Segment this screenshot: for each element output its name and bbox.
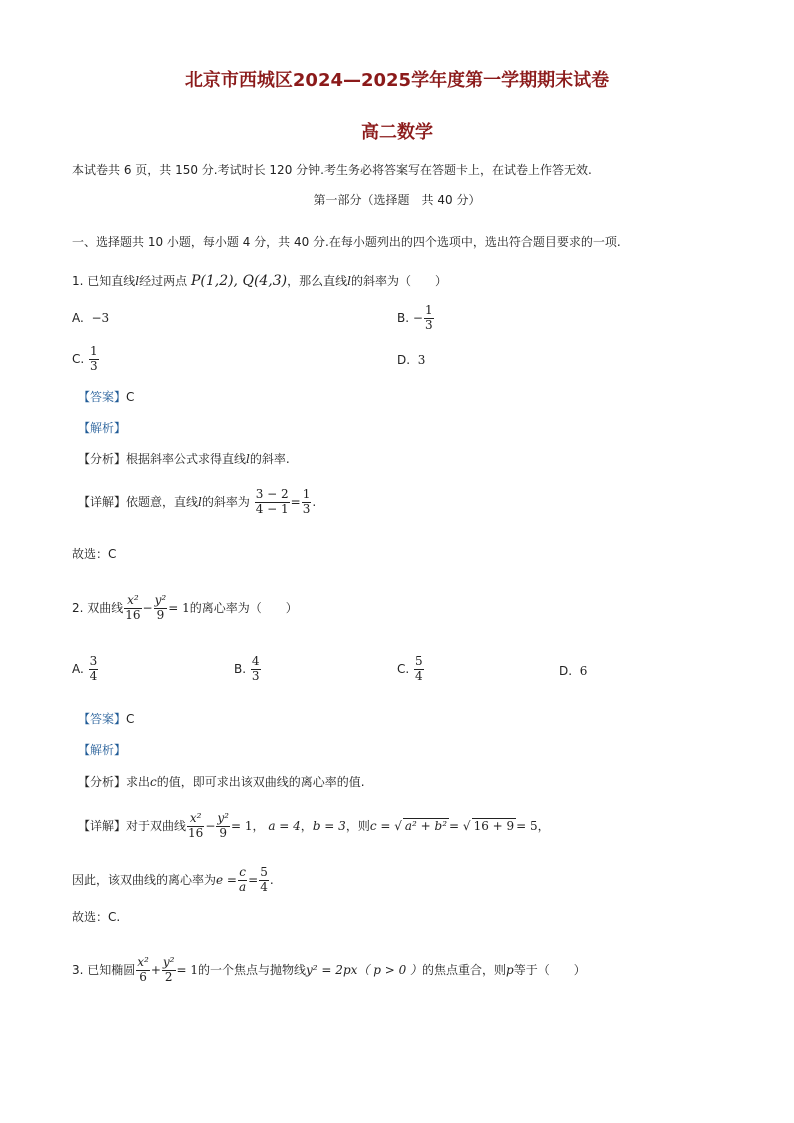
q2-choice: 故选：C. — [72, 910, 121, 924]
q2-option-a: A. $\frac{3}{4}$ — [72, 654, 98, 683]
q2-option-c: C. $\frac{5}{4}$ — [397, 654, 423, 683]
q1-option-c: C. $\frac{1}{3}$ — [72, 344, 98, 373]
exam-title: 北京市西城区2024—2025学年度第一学期期末试卷 — [184, 70, 610, 91]
question-1-stem: 1. 已知直线l经过两点 P(1,2), Q(4,3)，那么直线l的斜率为（ ） — [72, 273, 448, 289]
q2-detail: 【详解】对于双曲线 $\frac{\text{x²}}{16}$ − $\frac{\text{y²}}{9}$ = 1， a = 4，b = 3，则c = √ a² + b² = √ 16 + 9 = 5， — [78, 811, 550, 840]
q2-analysis-tag: 【解析】 — [78, 743, 127, 757]
q1-analysis-tag: 【解析】 — [78, 421, 127, 435]
q1-choice: 故选：C — [72, 547, 117, 561]
q2-option-b: B. $\frac{4}{3}$ — [234, 654, 260, 683]
q1-option-d: D. 3 — [397, 353, 426, 367]
section-heading: 一、选择题共 10 小题，每小题 4 分，共 40 分.在每小题列出的四个选项中，选出符合题目要求的一项. — [72, 235, 621, 249]
part-heading: 第一部分（选择题 共 40 分） — [313, 193, 481, 207]
exam-subtitle: 高二数学 — [361, 122, 433, 143]
q1-option-b: B. − $\frac{1}{3}$ — [397, 303, 433, 332]
q2-fenxi: 【分析】求出c的值，即可求出该双曲线的离心率的值. — [78, 775, 365, 789]
q1-fenxi: 【分析】根据斜率公式求得直线l的斜率. — [78, 452, 290, 466]
q1-option-a: A. −3 — [72, 311, 110, 325]
q1-detail: 【详解】依题意，直线l的斜率为 $\frac{3 - 2}{4 - 1}$ = $\frac{1}{3}$ . — [78, 487, 317, 516]
q2-answer: 【答案】C — [78, 712, 135, 726]
question-3-stem: 3. 已知椭圆 $\frac{\text{x²}}{6}$ + $\frac{\text{y²}}{2}$ = 1的一个焦点与抛物线y² = 2px（ p > 0 ）的焦点重合，则p等于（ ） — [72, 955, 586, 984]
q1-answer: 【答案】C — [78, 390, 135, 404]
instructions: 本试卷共 6 页，共 150 分.考试时长 120 分钟.考生务必将答案写在答题卡上，在试卷上作答无效. — [72, 163, 592, 177]
q2-eccentricity: 因此，该双曲线的离心率为e = $\frac{c}{a}$ = $\frac{5}{4}$ . — [72, 865, 274, 894]
question-2-stem: 2. 双曲线 $\frac{\text{x²}}{16}$ − $\frac{\text{y²}}{9}$ = 1的离心率为（ ） — [72, 593, 298, 622]
q2-option-d: D. 6 — [559, 664, 588, 678]
